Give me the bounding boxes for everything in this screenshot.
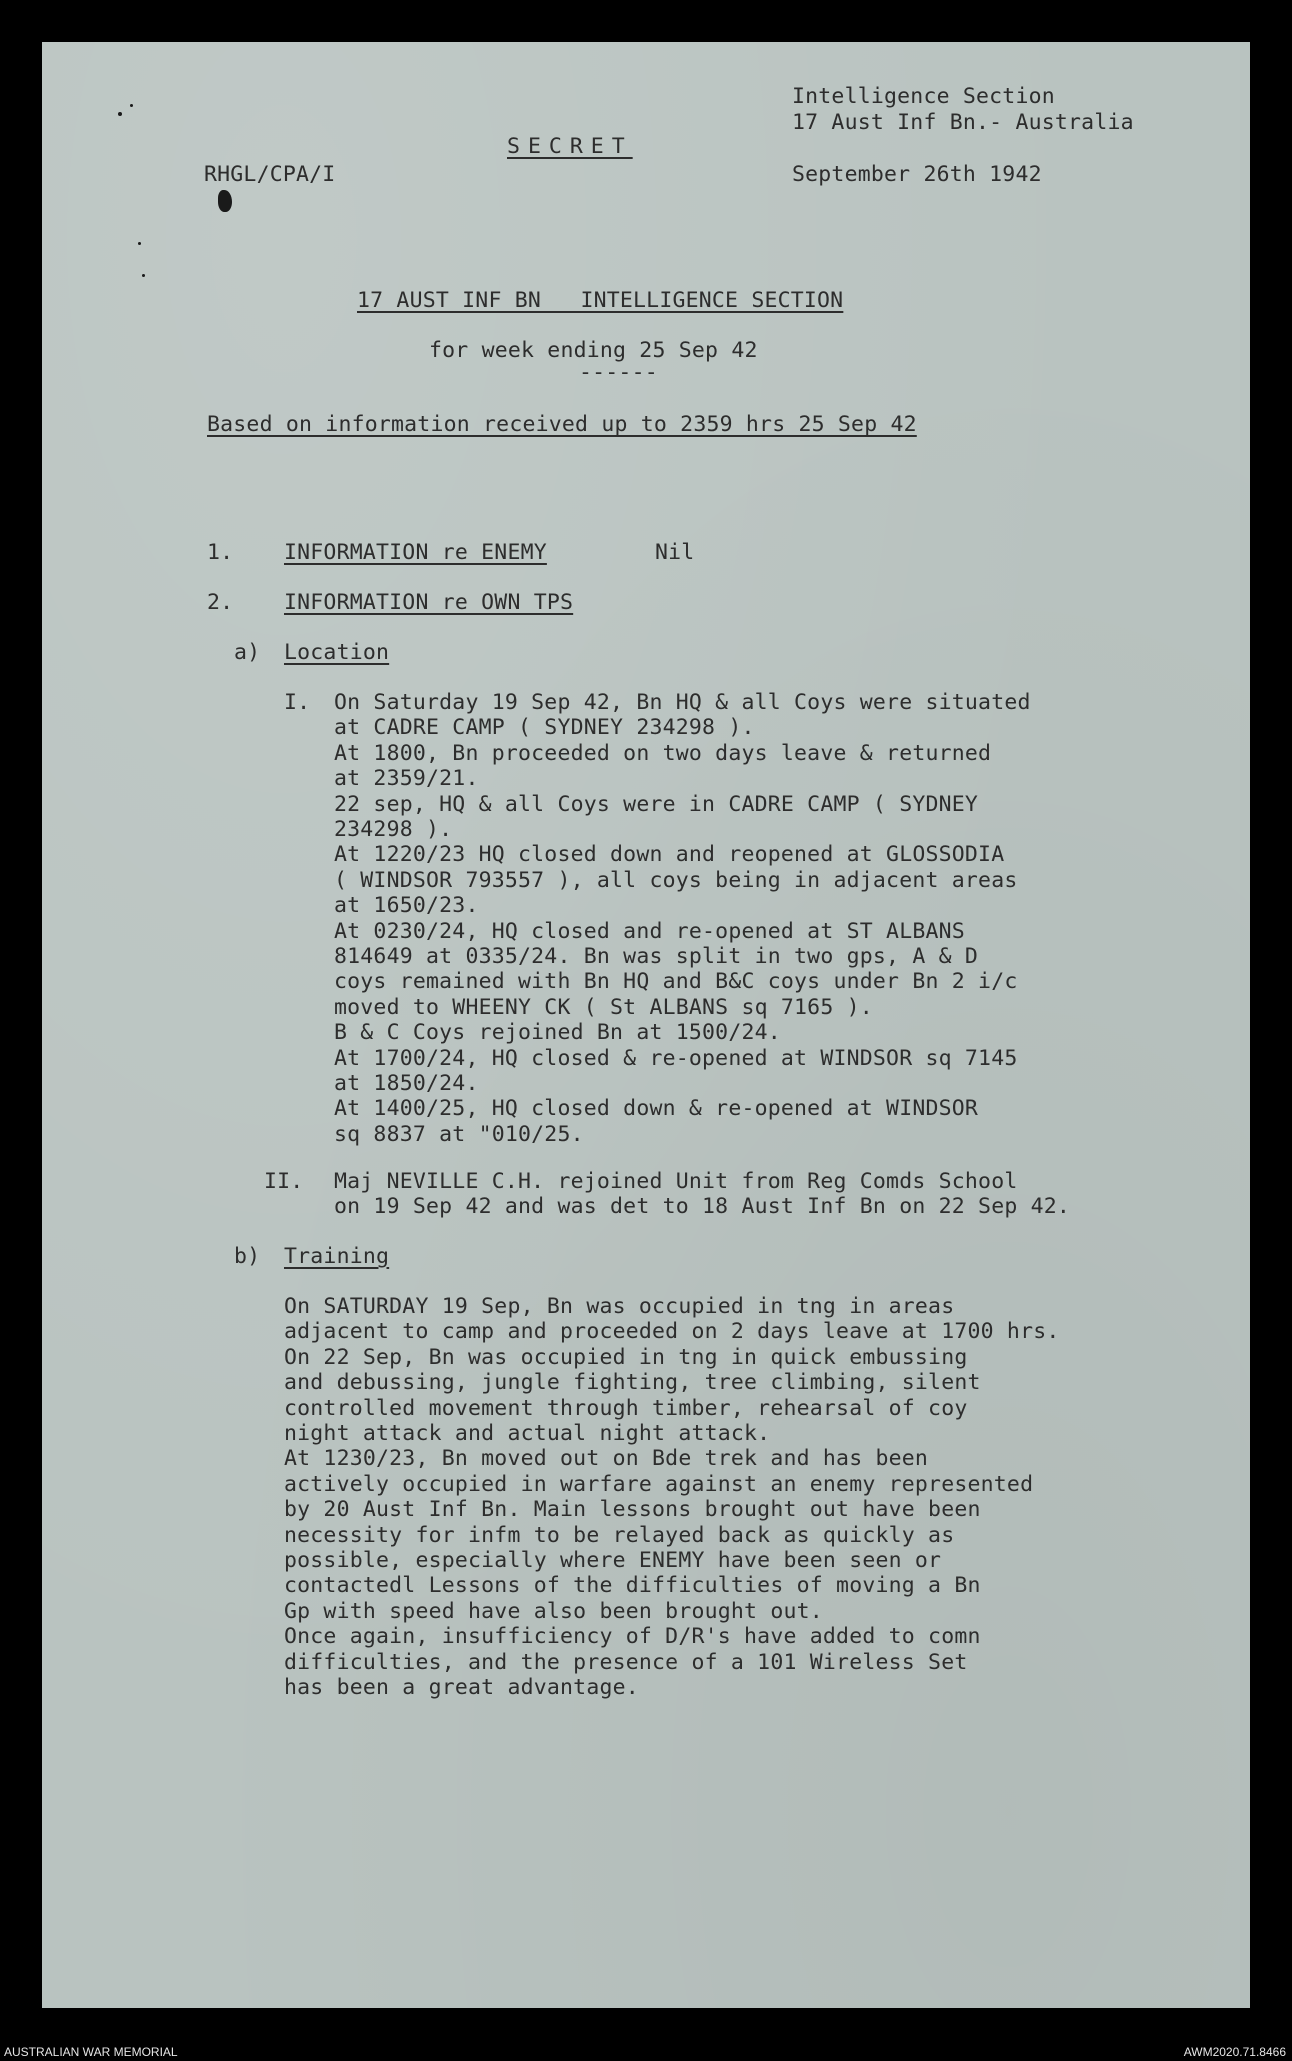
text-line: and debussing, jungle fighting, tree climbing, silent bbox=[284, 1370, 981, 1396]
text-line: on 19 Sep 42 and was det to 18 Aust Inf Bn on 22 Sep 42. bbox=[334, 1194, 1071, 1220]
classification-label: SECRET bbox=[507, 134, 633, 159]
text-line: necessity for infm to be relayed back as quickly as bbox=[284, 1522, 955, 1548]
archive-footer bbox=[0, 2044, 1292, 2061]
sub-a-label: a) bbox=[234, 640, 261, 665]
text-line: sq 8837 at "010/25. bbox=[334, 1121, 584, 1147]
ink-speck bbox=[142, 274, 145, 277]
text-line: night attack and actual night attack. bbox=[284, 1421, 771, 1446]
text-line: B & C Coys rejoined Bn at 1500/24. bbox=[334, 1020, 781, 1046]
ink-blot bbox=[218, 190, 232, 212]
text-line: by 20 Aust Inf Bn. Main lessons brought out have been bbox=[284, 1497, 981, 1523]
section1-value: Nil bbox=[655, 540, 695, 565]
header-org-line2: 17 Aust Inf Bn.- Australia bbox=[792, 110, 1134, 135]
text-line: has been a great advantage. bbox=[284, 1675, 639, 1700]
document-date: September 26th 1942 bbox=[792, 162, 1042, 187]
reference-code: RHGL/CPA/I bbox=[204, 162, 336, 187]
text-line: actively occupied in warfare against an enemy represented bbox=[284, 1471, 1034, 1497]
text-line: controlled movement through timber, rehearsal of coy bbox=[284, 1395, 968, 1421]
item1-number: I. bbox=[284, 690, 311, 715]
archive-credit: AUSTRALIAN WAR MEMORIAL bbox=[4, 2045, 178, 2059]
ink-speck bbox=[138, 242, 141, 245]
text-line: 814649 at 0335/24. Bn was split in two gps, A & D bbox=[334, 944, 979, 969]
text-line: On Saturday 19 Sep 42, Bn HQ & all Coys were situated bbox=[334, 690, 1031, 715]
text-line: at 2359/21. bbox=[334, 766, 479, 792]
text-line: coys remained with Bn HQ and B&C coys under Bn 2 i/c bbox=[334, 969, 1018, 995]
archive-accession-number: AWM2020.71.8466 bbox=[1183, 2045, 1286, 2059]
text-line: ( WINDSOR 793557 ), all coys being in adjacent areas bbox=[334, 867, 1018, 893]
text-line: At 1400/25, HQ closed down & re-opened at WINDSOR bbox=[334, 1096, 979, 1122]
text-line: On 22 Sep, Bn was occupied in tng in quick embussing bbox=[284, 1344, 968, 1370]
text-line: 234298 ). bbox=[334, 817, 453, 842]
document-subtitle: for week ending 25 Sep 42 bbox=[429, 338, 758, 363]
sub-b-label: b) bbox=[234, 1244, 261, 1269]
text-line: contactedl Lessons of the difficulties of moving a Bn bbox=[284, 1573, 981, 1599]
section1-number: 1. bbox=[207, 540, 234, 565]
ink-speck bbox=[130, 104, 133, 107]
section2-heading: INFORMATION re OWN TPS bbox=[284, 590, 574, 615]
text-line: Maj NEVILLE C.H. rejoined Unit from Reg Comds School bbox=[334, 1169, 1018, 1194]
text-line: moved to WHEENY CK ( St ALBANS sq 7165 ). bbox=[334, 994, 873, 1020]
text-line: 22 sep, HQ & all Coys were in CADRE CAMP ( SYDNEY bbox=[334, 791, 979, 817]
text-line: at 1850/24. bbox=[334, 1071, 479, 1096]
text-line: At 1700/24, HQ closed & re-opened at WINDSOR sq 7145 bbox=[334, 1045, 1018, 1071]
subtitle-dashes: ------ bbox=[579, 360, 658, 385]
text-line: at CADRE CAMP ( SYDNEY 234298 ). bbox=[334, 715, 755, 741]
sub-b-heading: Training bbox=[284, 1244, 390, 1269]
text-line: On SATURDAY 19 Sep, Bn was occupied in tng in areas bbox=[284, 1294, 955, 1319]
text-line: difficulties, and the presence of a 101 Wireless Set bbox=[284, 1649, 968, 1675]
text-line: At 1230/23, Bn moved out on Bde trek and has been bbox=[284, 1446, 929, 1472]
section1-heading: INFORMATION re ENEMY bbox=[284, 540, 547, 565]
based-on-line: Based on information received up to 2359 hrs 25 Sep 42 bbox=[207, 412, 917, 437]
text-line: at 1650/23. bbox=[334, 893, 479, 919]
ink-speck bbox=[118, 112, 122, 116]
header-org-line1: Intelligence Section bbox=[792, 84, 1055, 109]
document-page bbox=[42, 42, 1250, 2008]
text-line: possible, especially where ENEMY have been seen or bbox=[284, 1548, 942, 1573]
sub-a-heading: Location bbox=[284, 640, 390, 665]
document-title: 17 AUST INF BN INTELLIGENCE SECTION bbox=[357, 288, 844, 313]
text-line: adjacent to camp and proceeded on 2 days leave at 1700 hrs. bbox=[284, 1319, 1060, 1345]
text-line: Once again, insufficiency of D/R's have added to comn bbox=[284, 1624, 981, 1650]
text-line: At 0230/24, HQ closed and re-opened at ST ALBANS bbox=[334, 918, 965, 944]
section2-number: 2. bbox=[207, 590, 234, 615]
text-line: Gp with speed have also been brought out. bbox=[284, 1598, 823, 1624]
text-line: At 1220/23 HQ closed down and reopened at GLOSSODIA bbox=[334, 842, 1005, 868]
item2-number: II. bbox=[264, 1169, 304, 1194]
text-line: At 1800, Bn proceeded on two days leave & returned bbox=[334, 740, 992, 766]
